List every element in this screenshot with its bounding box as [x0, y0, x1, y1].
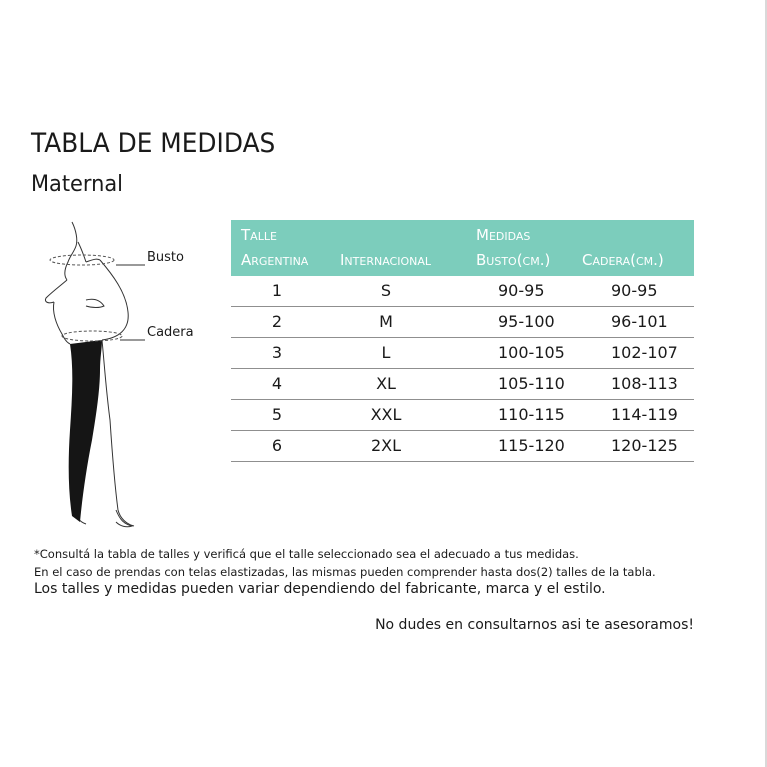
header-argentina: Argentina: [241, 251, 309, 269]
page-title: TABLA DE MEDIDAS: [31, 128, 276, 159]
cell-internacional: L: [381, 343, 391, 362]
cell-argentina: 6: [271, 436, 283, 455]
cell-internacional: S: [380, 281, 392, 300]
cell-cadera: 90-95: [611, 281, 658, 300]
note-consulta: *Consultá la tabla de talles y verificá que el talle seleccionado sea el adecuado a tus medidas.: [34, 547, 579, 561]
cell-argentina: 2: [271, 312, 283, 331]
cell-busto: 110-115: [498, 405, 565, 424]
table-row: [231, 400, 694, 431]
table-row: [231, 307, 694, 338]
cell-cadera: 120-125: [611, 436, 678, 455]
header-busto: Busto(cm.): [476, 251, 551, 269]
table-row: [231, 338, 694, 369]
note-elastizadas: En el caso de prendas con telas elastizadas, las mismas pueden comprender hasta dos(2) talles de la tabla.: [34, 565, 656, 579]
cell-busto: 95-100: [498, 312, 555, 331]
header-medidas: Medidas: [476, 226, 531, 244]
cell-internacional: M: [379, 312, 393, 331]
cell-argentina: 5: [271, 405, 283, 424]
cell-internacional: XL: [376, 374, 396, 393]
cell-argentina: 3: [271, 343, 283, 362]
maternity-silhouette-illustration: [30, 220, 210, 540]
maternity-figure: [30, 220, 210, 540]
table-row: [231, 431, 694, 462]
cell-busto: 115-120: [498, 436, 565, 455]
cell-cadera: 96-101: [611, 312, 668, 331]
table-row: [231, 276, 694, 307]
cadera-label: Cadera: [147, 325, 194, 340]
cell-argentina: 1: [271, 281, 283, 300]
header-talle: Talle: [241, 226, 277, 244]
header-cadera: Cadera(cm.): [582, 251, 664, 269]
cell-internacional: XXL: [370, 405, 402, 424]
header-internacional: Internacional: [340, 251, 431, 269]
size-table: [231, 220, 694, 462]
cell-cadera: 108-113: [611, 374, 678, 393]
contact-message: No dudes en consultarnos asi te asesoramos!: [375, 617, 694, 633]
table-row: [231, 369, 694, 400]
cell-cadera: 102-107: [611, 343, 678, 362]
busto-label: Busto: [147, 250, 184, 265]
cell-cadera: 114-119: [611, 405, 678, 424]
page-subtitle: Maternal: [31, 172, 123, 197]
cell-busto: 90-95: [498, 281, 545, 300]
table-header: [231, 220, 694, 276]
cell-internacional: 2XL: [370, 436, 402, 455]
cell-busto: 105-110: [498, 374, 565, 393]
cell-busto: 100-105: [498, 343, 565, 362]
cell-argentina: 4: [271, 374, 283, 393]
note-variacion: Los talles y medidas pueden variar dependiendo del fabricante, marca y el estilo.: [34, 581, 606, 597]
